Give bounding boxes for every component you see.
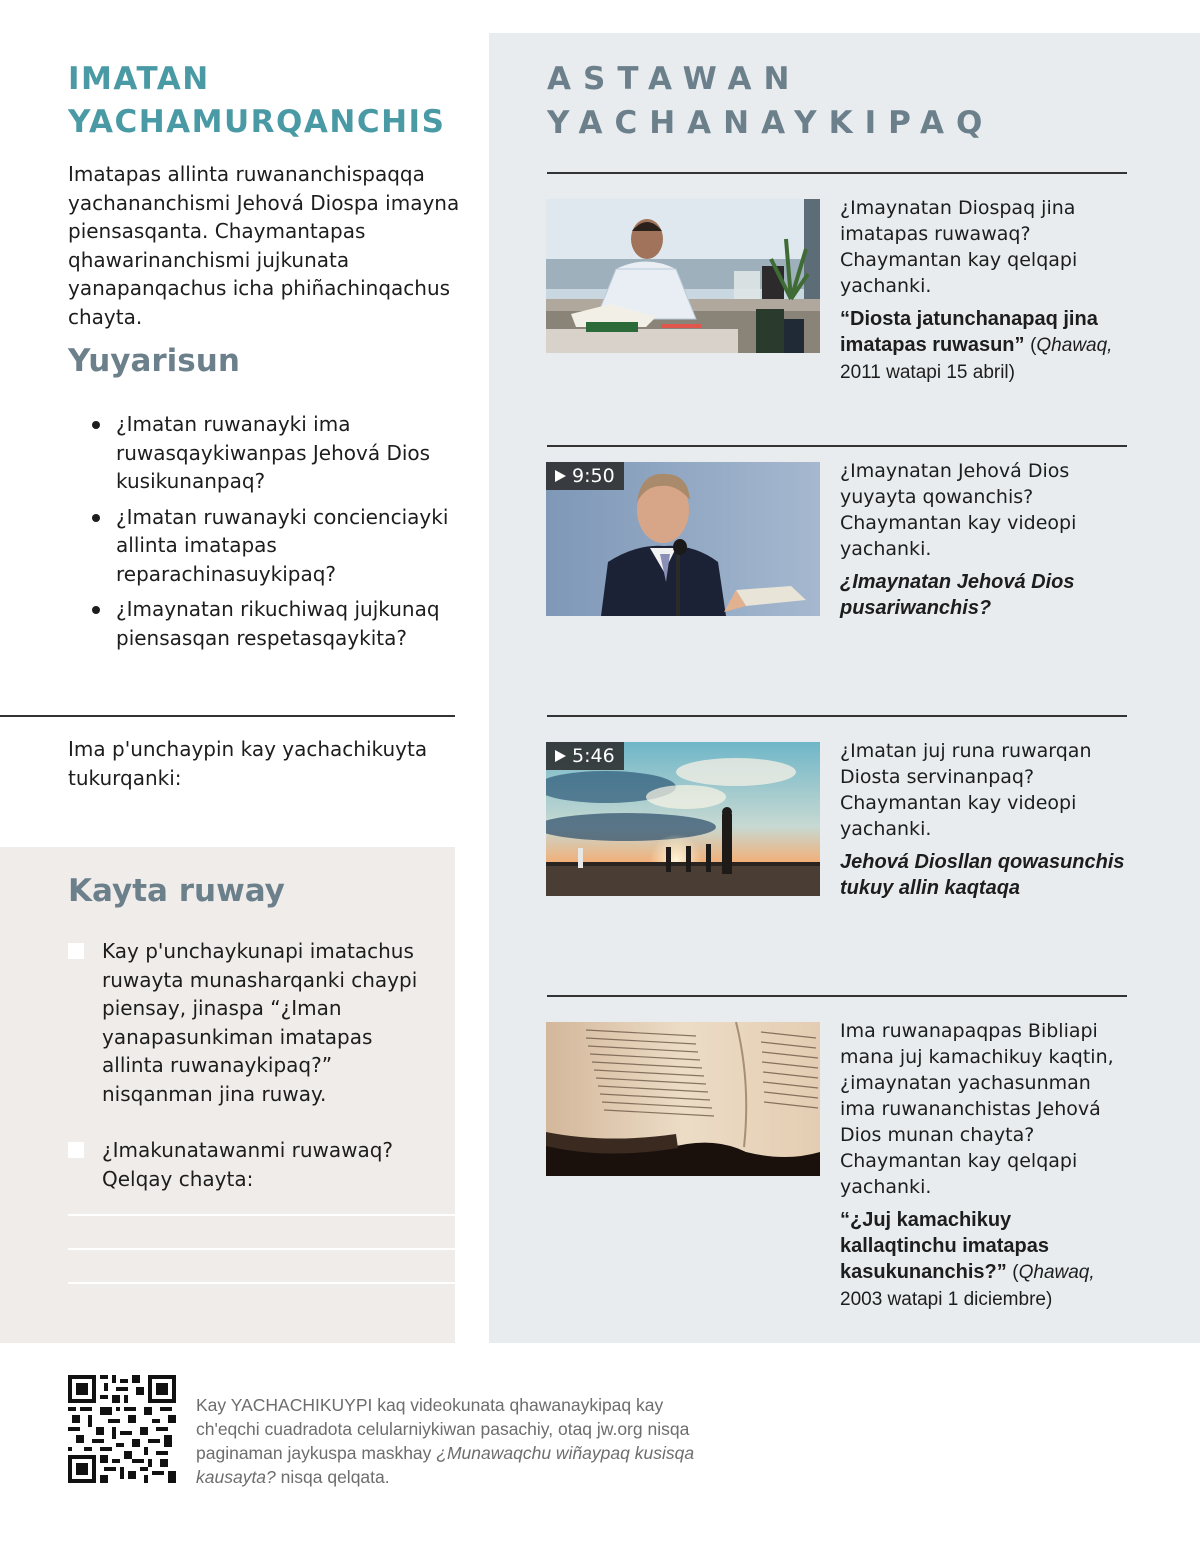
task-item-text: Kay p'unchaykunapi imatachus ruwayta munasharqanki chaypi piensay, jinaspa “¿Iman yanapasunkiman imatapas allinta ruwanaykipaq?” nisqanman jina ruway. bbox=[102, 939, 418, 1106]
resource-link[interactable]: “Diosta jatunchanapaq jina imatapas ruwasun” (Qhawaq, 2011 watapi 15 abril) bbox=[840, 308, 1113, 383]
section-divider bbox=[0, 715, 455, 717]
writing-line[interactable] bbox=[68, 1214, 455, 1216]
resource-description: ¿Imatan juj runa ruwarqan Diosta servinanpaq? Chaymantan kay videopi yachanki. bbox=[840, 740, 1092, 840]
man-studying-image[interactable] bbox=[546, 199, 820, 353]
play-icon bbox=[555, 750, 566, 762]
page-title-line-1: IMATAN bbox=[68, 61, 210, 97]
resource-citation: (Qhawaq, 2003 watapi 1 diciembre) bbox=[840, 1262, 1095, 1310]
bullet-icon bbox=[92, 514, 100, 522]
checkbox[interactable] bbox=[68, 943, 84, 959]
further-study-panel bbox=[489, 33, 1200, 1343]
resource-link[interactable]: ¿Imaynatan Jehová Dios pusariwanchis? bbox=[840, 571, 1075, 619]
task-item bbox=[68, 1136, 428, 1193]
resource-description: ¿Imaynatan Jehová Dios yuyayta qowanchis? Chaymantan kay videopi yachanki. bbox=[840, 460, 1077, 560]
writing-line[interactable] bbox=[68, 1282, 455, 1284]
section-divider bbox=[547, 172, 1127, 174]
section-divider bbox=[547, 715, 1127, 717]
footer-publication-title[interactable]: ¿Munawaqchu wiñaypaq kusisqa kausayta? bbox=[196, 1443, 695, 1487]
resource-text bbox=[840, 1018, 1130, 1313]
task-heading: Kayta ruway bbox=[68, 873, 285, 909]
review-questions-list bbox=[92, 410, 452, 659]
writing-line[interactable] bbox=[68, 1248, 455, 1250]
review-heading: Yuyarisun bbox=[68, 343, 240, 379]
resource-text bbox=[840, 195, 1130, 386]
page-title bbox=[68, 58, 445, 144]
task-item-text: ¿Imakunatawanmi ruwawaq? Qelqay chayta: bbox=[102, 1138, 394, 1191]
completion-date-label: Ima p'unchaypin kay yachachikuyta tukurqanki: bbox=[68, 737, 428, 790]
bullet-icon bbox=[92, 421, 100, 429]
open-bible-image[interactable] bbox=[546, 1022, 820, 1176]
task-panel bbox=[0, 847, 455, 1343]
play-icon bbox=[555, 470, 566, 482]
speaker-video-thumbnail[interactable] bbox=[546, 462, 820, 616]
resource-citation: (Qhawaq, 2011 watapi 15 abril) bbox=[840, 335, 1113, 383]
page-title-line-2: YACHAMURQANCHIS bbox=[68, 104, 446, 140]
video-duration-badge: 9:50 bbox=[546, 462, 624, 490]
footer-instructions: Kay YACHACHIKUYPI kaq videokunata qhawanaykipaq kay ch'eqchi cuadradota celularniykiwan pasachiy, otaq jw.org nisqa paginaman jaykuspa maskhay ¿Munawaqchu wiñaypaq kusisqa kausayta? nisqa qelqata. bbox=[196, 1395, 695, 1487]
resource-text bbox=[840, 738, 1130, 901]
review-question: ¿Imatan ruwanayki ima ruwasqaykiwanpas Jehová Dios kusikunanpaq? bbox=[92, 410, 452, 496]
resource-description: ¿Imaynatan Diospaq jina imatapas ruwawaq? Chaymantan kay qelqapi yachanki. bbox=[840, 197, 1078, 297]
further-study-heading: ASTAWAN YACHANAYKIPAQ bbox=[547, 61, 995, 141]
sunset-video-thumbnail[interactable] bbox=[546, 742, 820, 896]
bullet-icon bbox=[92, 606, 100, 614]
section-divider bbox=[547, 995, 1127, 997]
resource-link[interactable]: “¿Juj kamachikuy kallaqtinchu imatapas kasukunanchis?” (Qhawaq, 2003 watapi 1 diciembre) bbox=[840, 1209, 1095, 1310]
checkbox[interactable] bbox=[68, 1142, 84, 1158]
review-question: ¿Imaynatan rikuchiwaq jujkunaq piensasqan respetasqaykita? bbox=[92, 595, 452, 652]
task-item bbox=[68, 937, 428, 1108]
video-duration-badge: 5:46 bbox=[546, 742, 624, 770]
qr-code-icon[interactable] bbox=[68, 1375, 176, 1483]
review-question: ¿Imatan ruwanayki concienciayki allinta imatapas reparachinasuykipaq? bbox=[92, 503, 452, 589]
resource-link[interactable]: Jehová Diosllan qowasunchis tukuy allin kaqtaqa bbox=[840, 851, 1125, 899]
resource-text bbox=[840, 458, 1130, 621]
section-divider bbox=[547, 445, 1127, 447]
resource-description: Ima ruwanapaqpas Bibliapi mana juj kamachikuy kaqtin, ¿imaynatan yachasunman ima ruwananchistas Jehová Dios munan chayta? Chaymantan kay qelqapi yachanki. bbox=[840, 1020, 1114, 1198]
intro-paragraph: Imatapas allinta ruwananchispaqqa yachananchismi Jehová Diospa imayna piensasqanta. Chaymantapas qhawarinanchismi jujkunata yanapanqachus icha phiñachinqachus chayta. bbox=[68, 162, 460, 329]
